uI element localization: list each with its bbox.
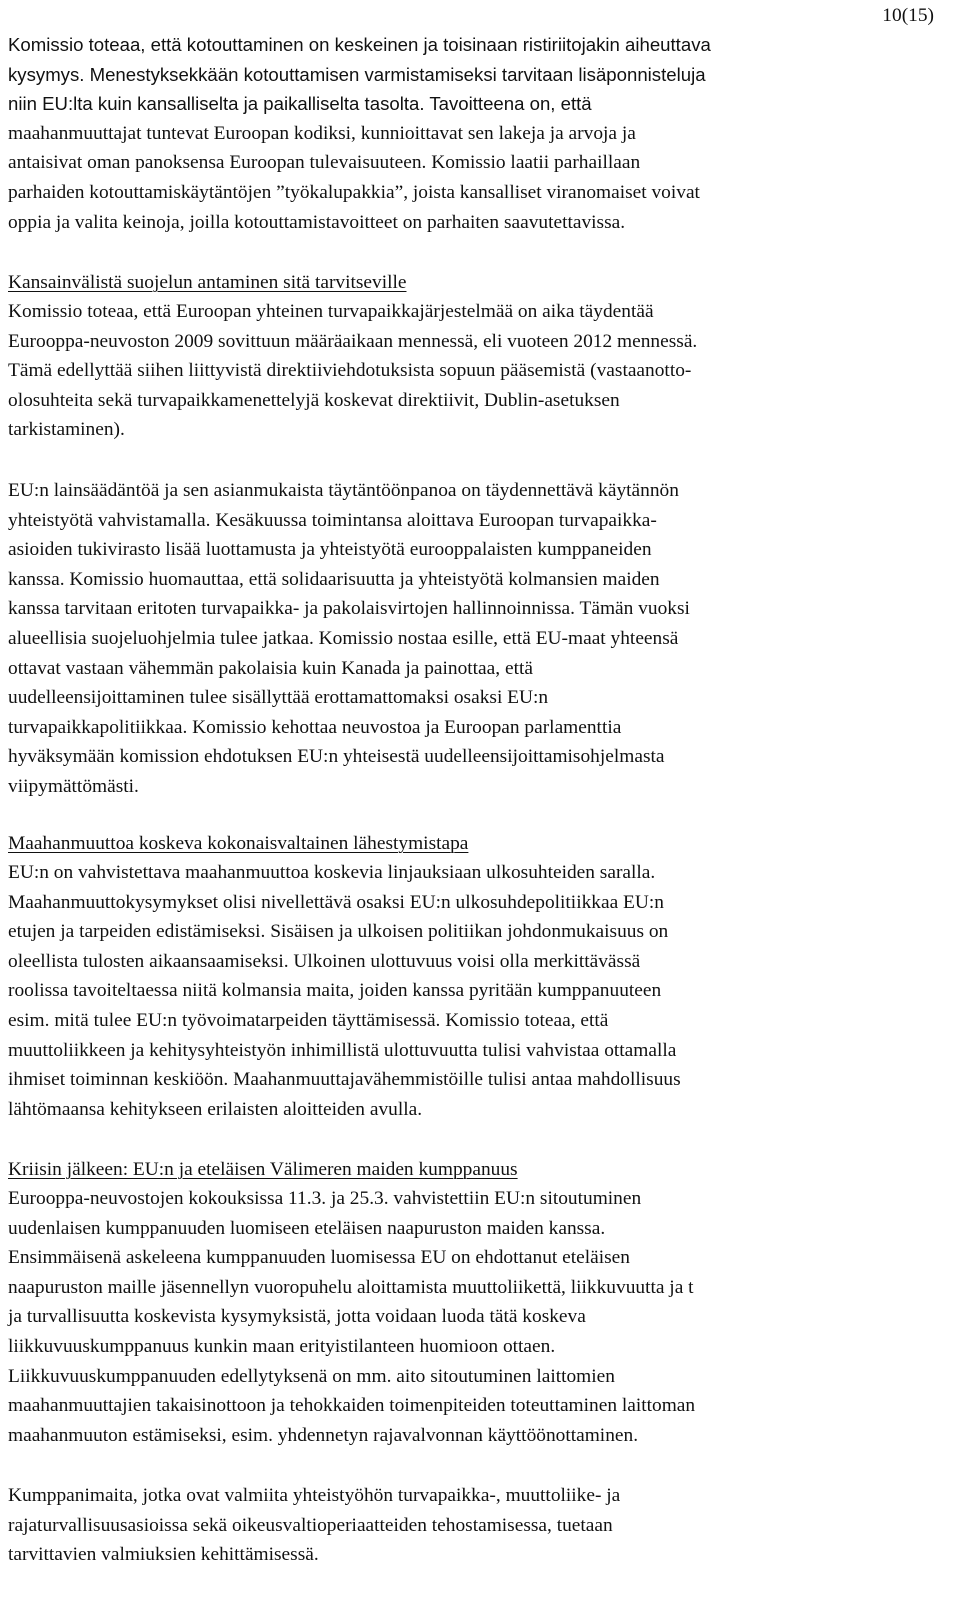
text-line: alueellisia suojeluohjelmia tulee jatkaa. Komissio nostaa esille, että EU-maat yhteensä: [8, 627, 679, 649]
text-line: kanssa. Komissio huomauttaa, että solidaarisuutta ja yhteistyötä kolmansien maiden: [8, 568, 660, 590]
text-line: asioiden tukivirasto lisää luottamusta ja yhteistyötä eurooppalaisten kumppaneiden: [8, 539, 652, 561]
text-line: Maahanmuuttokysymykset olisi nivellettävä osaksi EU:n ulkosuhdepolitiikkaa EU:n: [8, 891, 664, 913]
text-line: oleellista tulosten aikaansaamiseksi. Ulkoinen ulottuvuus voisi olla merkittävässä: [8, 950, 641, 972]
text-line: lähtömaansa kehitykseen erilaisten aloitteiden avulla.: [8, 1098, 423, 1120]
text-line: liikkuvuuskumppanuus kunkin maan erityistilanteen huomioon ottaen.: [8, 1335, 556, 1357]
text-line: Komissio toteaa, että kotouttaminen on keskeinen ja toisinaan ristiriitojakin aiheuttava: [8, 34, 711, 55]
text-line: tarvittavien valmiuksien kehittämisessä.: [8, 1544, 319, 1566]
text-line: parhaiden kotouttamiskäytäntöjen ”työkalupakkia”, joista kansalliset viranomaiset voivat: [8, 181, 700, 203]
text-line: Komissio toteaa, että Euroopan yhteinen turvapaikkajärjestelmää on aika täydentää: [8, 301, 654, 322]
text-line: turvapaikkapolitiikkaa. Komissio kehottaa neuvostoa ja Euroopan parlamenttia: [8, 716, 622, 738]
text-line: viipymättömästi.: [8, 775, 139, 797]
text-line: Kumppanimaita, jotka ovat valmiita yhteistyöhön turvapaikka-, muuttoliike- ja: [8, 1485, 621, 1506]
text-line: Tämä edellyttää siihen liittyvistä direktiiviehdotuksista sopuun pääsemistä (vastaanotto-: [8, 360, 692, 382]
text-line: muuttoliikkeen ja kehitysyhteistyön inhimillistä ulottuvuutta tulisi vahvistaa ottamalla: [8, 1039, 677, 1061]
text-line: naapuruston maille jäsennellyn vuoropuhelu aloittamista muuttoliikettä, liikkuvuutta ja t: [8, 1276, 694, 1298]
paragraph-integration: [8, 30, 942, 237]
page-number: 10(15): [882, 5, 934, 26]
text-line: kanssa tarvitaan eritoten turvapaikka- ja pakolaisvirtojen hallinnoinnissa. Tämän vuoksi: [8, 598, 690, 620]
text-line: niin EU:lta kuin kansalliselta ja paikalliselta tasolta. Tavoitteena on, että: [8, 93, 592, 115]
text-line: maahanmuuton estämiseksi, esim. yhdennetyn rajavalvonnan käyttöönottaminen.: [8, 1424, 639, 1446]
section-heading-migration: [8, 829, 942, 859]
text-line: yhteistyötä vahvistamalla. Kesäkuussa toimintansa aloittava Euroopan turvapaikka-: [8, 509, 657, 531]
text-line: Eurooppa-neuvoston 2009 sovittuun määräaikaan mennessä, eli vuoteen 2012 mennessä.: [8, 330, 698, 352]
heading-text: Maahanmuuttoa koskeva kokonaisvaltainen lähestymistapa: [8, 833, 469, 854]
paragraph-asylum-system: [8, 297, 942, 445]
text-line: ihmiset toiminnan keskiöön. Maahanmuuttajavähemmistöille tulisi antaa mahdollisuus: [8, 1069, 681, 1091]
text-line: antaisivat oman panoksensa Euroopan tulevaisuuteen. Komissio laatii parhaillaan: [8, 152, 641, 174]
text-line: ja turvallisuutta koskevista kysymyksistä, jotta voidaan luoda tätä koskeva: [8, 1306, 586, 1328]
text-line: esim. mitä tulee EU:n työvoimatarpeiden täyttämisessä. Komissio toteaa, että: [8, 1009, 609, 1031]
paragraph-cooperation: [8, 476, 942, 802]
text-line: olosuhteita sekä turvapaikkamenettelyjä koskevat direktiivit, Dublin-asetuksen: [8, 389, 620, 411]
text-line: etujen ja tarpeiden edistämiseksi. Sisäisen ja ulkoisen politiikan johdonmukaisuus on: [8, 921, 669, 943]
text-line: EU:n lainsäädäntöä ja sen asianmukaista täytäntöönpanoa on täydennettävä käytännön: [8, 480, 679, 501]
paragraph-partnership: [8, 1184, 942, 1450]
text-line: uudelleensijoittaminen tulee sisällyttää erottamattomaksi osaksi EU:n: [8, 687, 549, 709]
paragraph-external-dimension: [8, 858, 942, 1124]
text-line: ottavat vastaan vähemmän pakolaisia kuin Kanada ja painottaa, että: [8, 657, 533, 679]
text-line: tarkistaminen).: [8, 419, 125, 441]
text-line: maahanmuuttajien takaisinottoon ja tehokkaiden toimenpiteiden toteuttaminen laittoman: [8, 1395, 696, 1417]
text-line: uudenlaisen kumppanuuden luomiseen eteläisen naapuruston maiden kanssa.: [8, 1217, 606, 1239]
text-line: oppia ja valita keinoja, joilla kotouttamistavoitteet on parhaiten saavutettavissa.: [8, 211, 626, 233]
section-heading-mediterranean: [8, 1155, 942, 1185]
text-line: kysymys. Menestyksekkään kotouttamisen varmistamiseksi tarvitaan lisäponnisteluja: [8, 63, 706, 85]
text-line: EU:n on vahvistettava maahanmuuttoa koskevia linjauksiaan ulkosuhteiden saralla.: [8, 862, 656, 883]
text-line: rajaturvallisuusasioissa sekä oikeusvaltioperiaatteiden tehostamisessa, tuetaan: [8, 1514, 613, 1536]
heading-text: Kriisin jälkeen: EU:n ja eteläisen Välimeren maiden kumppanuus: [8, 1159, 518, 1180]
text-line: maahanmuuttajat tuntevat Euroopan kodiksi, kunnioittavat sen lakeja ja arvoja ja: [8, 122, 636, 144]
text-line: Liikkuvuuskumppanuuden edellytyksenä on mm. aito sitoutuminen laittomien: [8, 1365, 615, 1387]
text-line: Ensimmäisenä askeleena kumppanuuden luomisessa EU on ehdottanut eteläisen: [8, 1247, 630, 1269]
text-line: hyväksymään komission ehdotuksen EU:n yhteisestä uudelleensijoittamisohjelmasta: [8, 746, 665, 768]
text-line: roolissa tavoiteltaessa niitä kolmansia maita, joiden kanssa pyritään kumppanuuteen: [8, 980, 662, 1002]
heading-text: Kansainvälistä suojelun antaminen sitä tarvitseville: [8, 272, 407, 293]
paragraph-partner-countries: [8, 1481, 942, 1570]
section-heading-protection: [8, 268, 942, 298]
text-line: Eurooppa-neuvostojen kokouksissa 11.3. ja 25.3. vahvistettiin EU:n sitoutuminen: [8, 1188, 642, 1209]
